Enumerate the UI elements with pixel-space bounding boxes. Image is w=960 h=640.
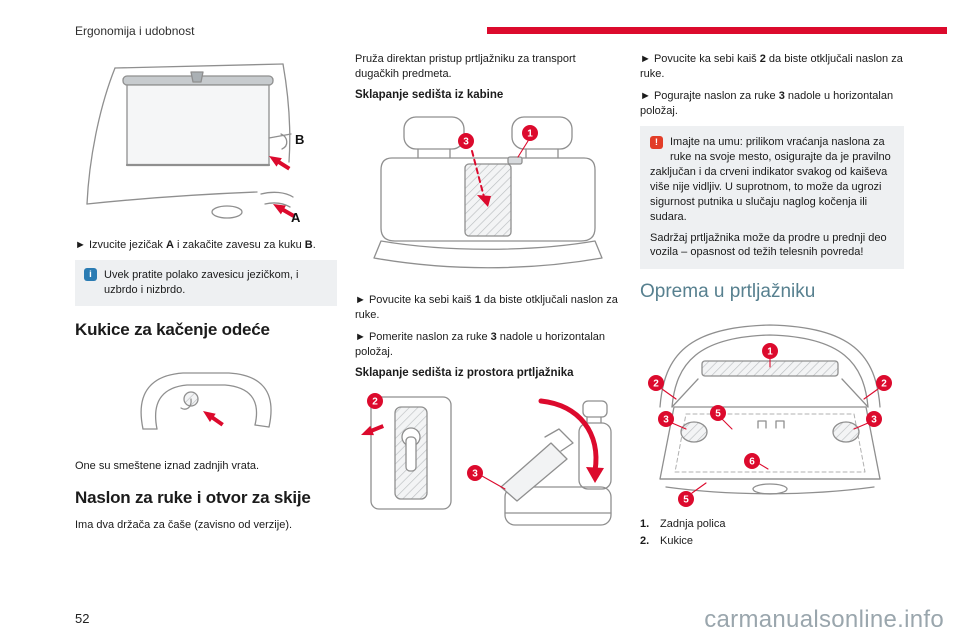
legend-number: 2. [640,534,650,547]
legend-label: Kukice [660,534,694,547]
column-middle [355,52,620,565]
rear-seat-drawing [374,117,602,268]
coat-hook-illustration [111,349,301,449]
svg-text:3: 3 [462,136,469,148]
column-left [75,52,337,540]
info-text: Uvek pratite polako zavesicu jezičkom, i uzbrdo i nizbrdo. [104,268,299,296]
intro-armrest: Pruža direktan pristup prtljažniku za transport dugačkih predmeta. [355,53,576,80]
chapter-title: Ergonomija i udobnost [75,24,195,38]
legend-label: Zadnja polica [660,518,726,531]
trunk-legend [640,516,904,549]
subheading-fold-trunk: Sklapanje sedišta iz prostora prtljažnika [355,366,574,379]
svg-text:6: 6 [749,456,755,468]
instruction-push-backrest: ► Pogurajte naslon za ruke 3 nadole u horizontalan položaj. [640,89,894,117]
column-right [640,52,904,549]
svg-text:3: 3 [663,414,669,426]
label-a: A [291,210,301,225]
sunshade-drawing [87,64,293,218]
callout-backrest-3 [458,133,474,149]
callout-3-right [866,411,882,427]
instruction-sunshade: ► Izvucite jezičak A i zakačite zavesu za kuku B. [75,239,316,251]
warning-icon: ! [650,136,663,149]
seat-folding-trunk-illustration [355,385,620,565]
strap-inset-drawing [371,397,451,509]
trunk-equipment-illustration [640,311,900,508]
legend-number: 1. [640,518,650,531]
chapter-accent-bar [487,27,947,34]
svg-text:2: 2 [653,378,659,390]
callout-strap-2 [367,393,383,409]
instruction-pull-strap-1: ► Povucite ka sebi kaiš 1 da biste otključali naslon za ruke. [355,293,618,321]
watermark: carmanualsonline.info [704,606,944,633]
coat-hook-drawing [141,373,271,429]
heading-armrest: Naslon za ruke i otvor za skije [75,488,311,508]
label-b: B [295,132,305,147]
callout-hook-2-right [876,375,892,391]
instruction-lower-backrest: ► Pomerite naslon za ruke 3 nadole u horizontalan položaj. [355,330,605,358]
callout-5-bottom [678,491,694,507]
svg-text:1: 1 [767,346,773,358]
heading-coat-hooks: Kukice za kačenje odeće [75,319,270,339]
info-box [75,260,337,306]
section-heading-trunk-equipment: Oprema u prtljažniku [640,281,816,303]
warning-box [640,126,904,270]
callout-shelf-1 [762,343,778,359]
red-arrow-hook [200,407,225,429]
page-number: 52 [75,611,90,626]
svg-text:5: 5 [683,494,689,506]
warning-text-1: Imajte na umu: prilikom vraćanja naslona za ruke na svoje mesto, osigurajte da je pravilno zaključan i da crveni indikator svakog od kaiševa više nije vidljiv. U suprotnom, to može da ugrozi sigurnost putnika u slučaju naglog kočenja ili sudara. [650,135,891,223]
seat-folding-cabin-illustration [368,107,608,287]
svg-text:1: 1 [526,128,533,140]
svg-text:2: 2 [881,378,887,390]
callout-3-left [658,411,674,427]
callout-hook-2-left [648,375,664,391]
callout-6-floor [744,453,760,469]
info-icon: i [84,268,97,281]
para-armrest: Ima dva držača za čaše (zavisno od verzije). [75,518,293,531]
para-coat-hooks: One su smeštene iznad zadnjih vrata. [75,460,260,473]
legend-item-1 [640,516,904,533]
legend-item-2 [640,533,904,550]
svg-text:3: 3 [472,468,478,480]
callout-backrest-3 [467,465,483,481]
sunshade-illustration [75,52,335,230]
instruction-pull-strap-2: ► Povucite ka sebi kaiš 2 da biste otključali naslon za ruke. [640,53,903,80]
red-arrow-strap [359,421,385,439]
svg-text:3: 3 [871,414,877,426]
svg-text:5: 5 [715,408,721,420]
subheading-fold-cabin: Sklapanje sedišta iz kabine [355,88,504,101]
callout-strap-1 [522,125,538,141]
svg-text:2: 2 [372,396,378,408]
warning-text-2: Sadržaj prtljažnika može da prodre u prednji deo vozila – opasnost od težih telesnih povreda! [650,231,887,259]
callout-5-mid [710,405,726,421]
red-arrow-b [266,152,292,173]
